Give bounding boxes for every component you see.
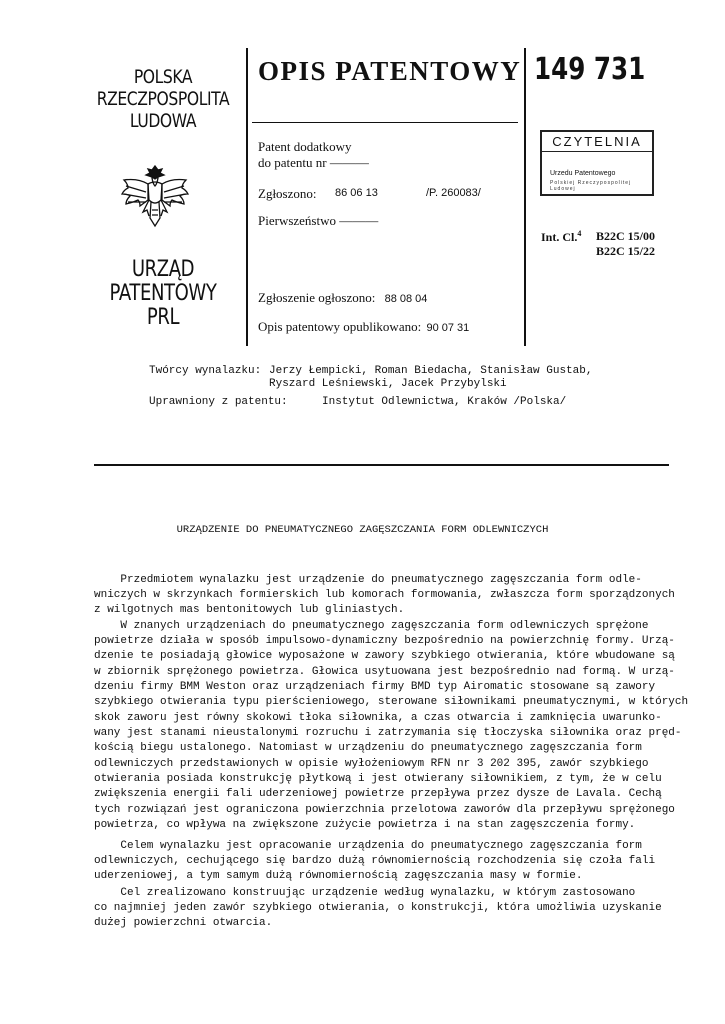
to-patent-row (258, 155, 369, 171)
country-line: POLSKA (133, 66, 193, 88)
body-line: otwierania posiada konstrukcję płytkową i jest otwierany siłownikiem, z tym, że w celu (94, 773, 662, 785)
body-line: odlewniczych przedstawionych w opisie wyłożeniowym RFN nr 3 202 395, zawór szybkiego (94, 758, 649, 770)
stamp-line-1: Urzedu Patentowego (550, 170, 616, 177)
body-line: co najmniej jeden zawór szybkiego otwierania, o konstrukcji, która umożliwia uzyskanie (94, 902, 662, 914)
invention-title: URZĄDZENIE DO PNEUMATYCZNEGO ZAGĘSZCZANIA FORM ODLEWNICZYCH (176, 524, 549, 536)
inventors-line-2: Ryszard Leśniewski, Jacek Przybylski (269, 378, 507, 390)
holder-label: Uprawniony z patentu: (149, 396, 288, 408)
filed-date: 86 06 13 (335, 187, 378, 199)
stamp-line-2: Polskiej Rzeczypospolitej Ludowej (550, 180, 632, 192)
filed-label: Zgłoszono: (258, 186, 317, 201)
section-rule (94, 464, 669, 466)
body-line: z wilgotnych mas bentonitowych lub gliniastych. (94, 604, 405, 616)
to-patent-label: do patentu nr (258, 155, 327, 170)
priority-value: ——— (339, 213, 379, 228)
body-line: zwiększenia energii fali uderzeniowej powietrze przepływa przez dysze de Lavala. Cechą (94, 788, 662, 800)
eagle-emblem-icon (118, 160, 192, 232)
office-line: URZĄD (131, 257, 195, 282)
body-line: odlewniczych, cechującego się bardzo dużą równomiernością rozchodzenia się czoła fali (94, 855, 656, 867)
document-type: OPIS PATENTOWY (258, 56, 522, 86)
office-line: PATENTOWY (109, 281, 217, 306)
application-number: /P. 260083/ (426, 187, 481, 199)
body-line: Celem wynalazku jest opracowanie urządzenia do pneumatycznego zagęszczania form (94, 840, 642, 852)
header-divider-left (246, 48, 248, 346)
country-name (93, 66, 232, 132)
body-line: uderzeniowej, a tym samym dużą równomiernością zagęszczania masy w formie. (94, 870, 583, 882)
additional-patent-label: Patent dodatkowy (258, 139, 352, 154)
priority-row (258, 213, 378, 229)
int-class-label (541, 229, 581, 245)
announced-date: 88 08 04 (384, 293, 428, 305)
body-line: tych rozwiązań jest ograniczona powierzchnia przelotowa zaworów dla przepływu sprężonego (94, 804, 675, 816)
class-code: B22C 15/00 (596, 229, 656, 243)
body-line: wany jest stanami nieustalonymi rozruchu i zatrzymania się tłoczyska siłownika oraz pręd- (94, 727, 682, 739)
published-row (258, 319, 469, 336)
body-line: wniczych w skrzynkach formierskich lub komorach formowania, zwłaszcza form sporządzonych (94, 589, 675, 601)
body-line: dużej powierzchni otwarcia. (94, 917, 273, 929)
body-line: dzenie te posiadają głowice wyposażone w zawory szybkiego otwierania, które wbudowane są (94, 650, 675, 662)
office-line: PRL (146, 305, 180, 330)
body-line: w zbiornik sprężonego powietrza. Głowica usytuowana jest bezpośrednio nad formą. W urzą- (94, 666, 675, 678)
body-line: Przedmiotem wynalazku jest urządzenie do pneumatycznego zagęszczania form odle- (94, 574, 642, 586)
announced-label: Zgłoszenie ogłoszono: (258, 290, 376, 305)
announced-row (258, 290, 427, 307)
inventors-label: Twórcy wynalazku: (149, 365, 262, 377)
reading-room-stamp (540, 130, 654, 196)
country-line: RZECZPOSPOLITA (96, 88, 230, 110)
body-line: szybkiego otwierania typu pierścieniowego, sterowane siłownikami pneumatycznymi, w których (94, 696, 689, 708)
header-divider-right (524, 48, 526, 346)
body-line: dzeniu firmy BMM Weston oraz urządzeniach firmy BMD typ Airomatic stosowane są zawory (94, 681, 656, 693)
holder-value: Instytut Odlewnictwa, Kraków /Polska/ (322, 396, 567, 408)
body-line: W znanych urządzeniach do pneumatycznego zagęszczania form odlewniczych sprężone (94, 620, 649, 632)
inventors-line-1: Jerzy Łempicki, Roman Biedacha, Stanisław Gustab, (269, 365, 593, 377)
int-class-text: Int. Cl. (541, 230, 578, 244)
stamp-divider (542, 151, 652, 152)
body-line: powietrze działa w sposób impulsowo-dynamiczny bezpośrednio na powierzchnię formy. Urzą- (94, 635, 675, 647)
class-codes (596, 229, 655, 259)
body-line: skok zaworu jest równy skokowi tłoka siłownika, a czas otwarcia i zamknięcia uwarunko- (94, 712, 662, 724)
published-date: 90 07 31 (426, 322, 470, 334)
body-line: Cel zrealizowano konstruując urządzenie według wynalazku, w którym zastosowano (94, 887, 636, 899)
body-line: powietrza, co wpływa na zwiększone zużycie powietrza i na stan zagęszczenia formy. (94, 819, 636, 831)
class-code: B22C 15/22 (596, 244, 656, 258)
patent-number: 149 731 (534, 52, 646, 87)
priority-label: Pierwszeństwo (258, 213, 336, 228)
to-patent-value: ——— (329, 155, 369, 170)
body-line: kością biegu ustalonego. Natomiast w urządzeniu do pneumatycznego zagęszczania form (94, 742, 642, 754)
office-name (93, 258, 232, 330)
country-line: LUDOWA (129, 110, 197, 132)
int-class-edition: 4 (577, 229, 582, 238)
stamp-title: CZYTELNIA (552, 134, 642, 149)
published-label: Opis patentowy opublikowano: (258, 319, 422, 334)
title-rule (252, 122, 518, 123)
